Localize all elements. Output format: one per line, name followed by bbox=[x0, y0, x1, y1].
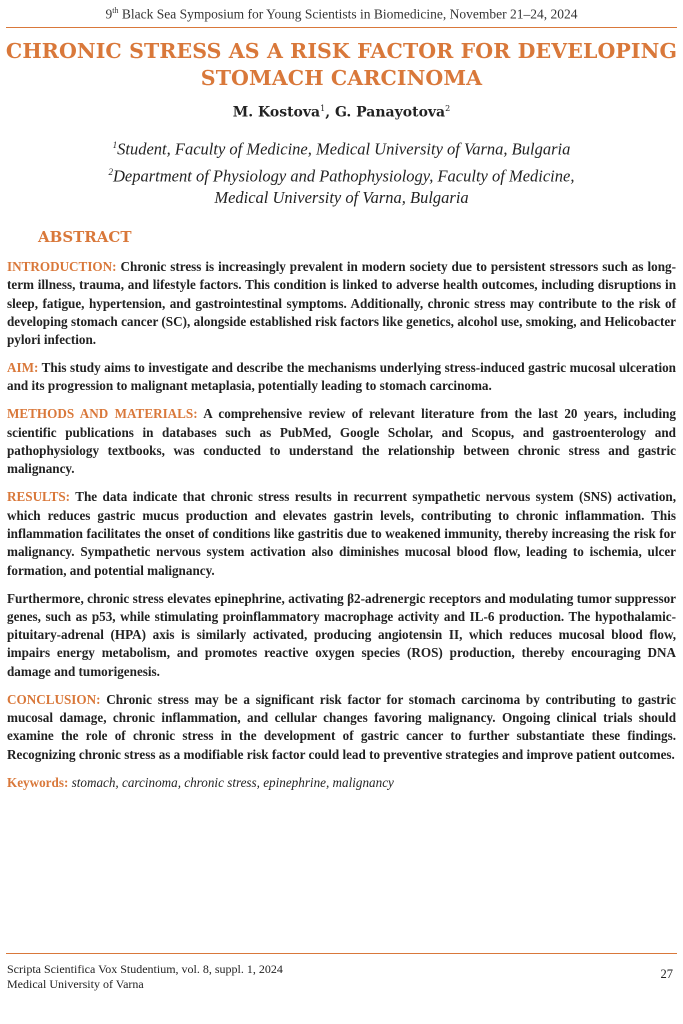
affiliation-line bbox=[0, 161, 683, 188]
author-name: M. Kostova bbox=[232, 104, 321, 121]
running-header bbox=[0, 6, 683, 23]
section-text: This study aims to investigate and describe the mechanisms underlying stress-induced gastric mucosal ulceration and its progression to malignant metaplasia, potentially leading to stomach carcinoma. bbox=[7, 360, 676, 394]
footer bbox=[7, 962, 283, 992]
affiliation-line bbox=[0, 187, 683, 209]
affiliation-text: Student, Faculty of Medicine, Medical University of Varna, Bulgaria bbox=[117, 139, 571, 159]
section-label: METHODS AND MATERIALS: bbox=[7, 406, 198, 422]
section-label: RESULTS: bbox=[7, 489, 71, 505]
paper-title bbox=[0, 38, 683, 92]
author-affiliation-mark: 1 bbox=[320, 104, 326, 113]
section-aim bbox=[7, 359, 676, 396]
keywords-label: Keywords: bbox=[7, 774, 69, 790]
section-text: Furthermore, chronic stress elevates epinephrine, activating β2-adrenergic receptors and modulating tumor suppressor genes, such as p53, while stimulating proinflammatory macrophage activity and IL-6 production. The hypothalamic-pituitary-adrenal (HPA) axis is similarly activated, producing angiotensin II, which reduces mucosal blood flow, impairs energy metabolism, and promotes reactive oxygen species (ROS) production, thereby encouraging DNA damage and tumorigenesis. bbox=[7, 590, 676, 679]
publisher: Medical University of Varna bbox=[7, 977, 144, 991]
author-list: M. Kostova$^1$, G. Panayotova$^2$ bbox=[232, 104, 451, 121]
section-results bbox=[7, 488, 676, 579]
section-introduction bbox=[7, 258, 676, 349]
journal-citation: Scripta Scientifica Vox Studentium, vol. 8, suppl. 1, 2024 bbox=[7, 962, 283, 976]
section-text: The data indicate that chronic stress results in recurrent sympathetic nervous system (SNS) activation, which reduces gastric mucus production and elevates gastrin levels, contributing to chronic inflammation. This inflammation facilitates the onset of conditions like gastritis due to weakened immunity, thereby increasing the risk for malignancy. Sympathetic nervous system activation also diminishes mucosal blood flow, leading to ischemia, ulcer formation, and potential malignancy. bbox=[7, 489, 676, 578]
section-label: INTRODUCTION: bbox=[7, 259, 117, 274]
section-conclusion bbox=[7, 691, 676, 764]
section-text: Chronic stress may be a significant risk factor for stomach carcinoma by contributing to gastric mucosal damage, chronic inflammation, and cellular changes favoring malignancy. Ongoing clinical trials should examine the role of chronic stress in the development of gastric cancer to further substantiate these findings. Recognizing chronic stress as a modifiable risk factor could lead to preventive strategies and improve patient outcomes. bbox=[7, 691, 676, 762]
title-line-2: STOMACH CARCINOMA bbox=[200, 66, 483, 90]
keywords-text: stomach, carcinoma, chronic stress, epinephrine, malignancy bbox=[68, 774, 394, 790]
header-ordinal: 9 bbox=[105, 6, 113, 22]
affiliation-text: Department of Physiology and Pathophysiology, Faculty of Medicine, bbox=[113, 166, 575, 185]
author-affiliation-mark: 2 bbox=[445, 104, 451, 113]
footer-rule bbox=[6, 953, 677, 954]
affiliation-text: Medical University of Varna, Bulgaria bbox=[214, 188, 469, 207]
page-number: 27 bbox=[660, 967, 673, 981]
section-text: Chronic stress is increasingly prevalent in modern society due to persistent stressors such as long-term illness, trauma, and lifestyle factors. This condition is linked to adverse health outcomes, including disruptions in sleep, fatigue, hypertension, and gastrointestinal symptoms. Additionally, chronic stress may contribute to the risk of developing stomach cancer (SC), alongside established risk factors like genetics, alcohol use, smoking, and Helicobacter pylori infection. bbox=[7, 259, 676, 348]
section-label: AIM: bbox=[7, 360, 39, 376]
header-rule bbox=[6, 27, 677, 28]
abstract-heading: ABSTRACT bbox=[38, 228, 132, 246]
section-label: CONCLUSION: bbox=[7, 691, 101, 707]
header-ordinal-suffix: th bbox=[112, 6, 119, 15]
section-text: A comprehensive review of relevant literature from the last 20 years, including scientific publications in databases such as PubMed, Google Scholar, and Scopus, and gastroenterology and pathophysiology textbooks, was conducted to understand the relationship between chronic stress and gastric malignancy. bbox=[7, 406, 676, 477]
affiliations bbox=[0, 134, 683, 209]
author-name: G. Panayotova bbox=[334, 104, 446, 121]
affiliation-line bbox=[0, 134, 683, 161]
abstract-body bbox=[7, 258, 676, 802]
section-results-continued bbox=[7, 590, 676, 681]
section-methods bbox=[7, 405, 676, 478]
title-line-1: CHRONIC STRESS AS A RISK FACTOR FOR DEVELOPING bbox=[5, 39, 678, 63]
affiliation-mark: 2 bbox=[108, 166, 114, 177]
affiliation-mark: 1 bbox=[112, 140, 118, 150]
keywords bbox=[7, 774, 676, 792]
header-text: Black Sea Symposium for Young Scientists in Biomedicine, November 21–24, 2024 bbox=[118, 6, 578, 22]
